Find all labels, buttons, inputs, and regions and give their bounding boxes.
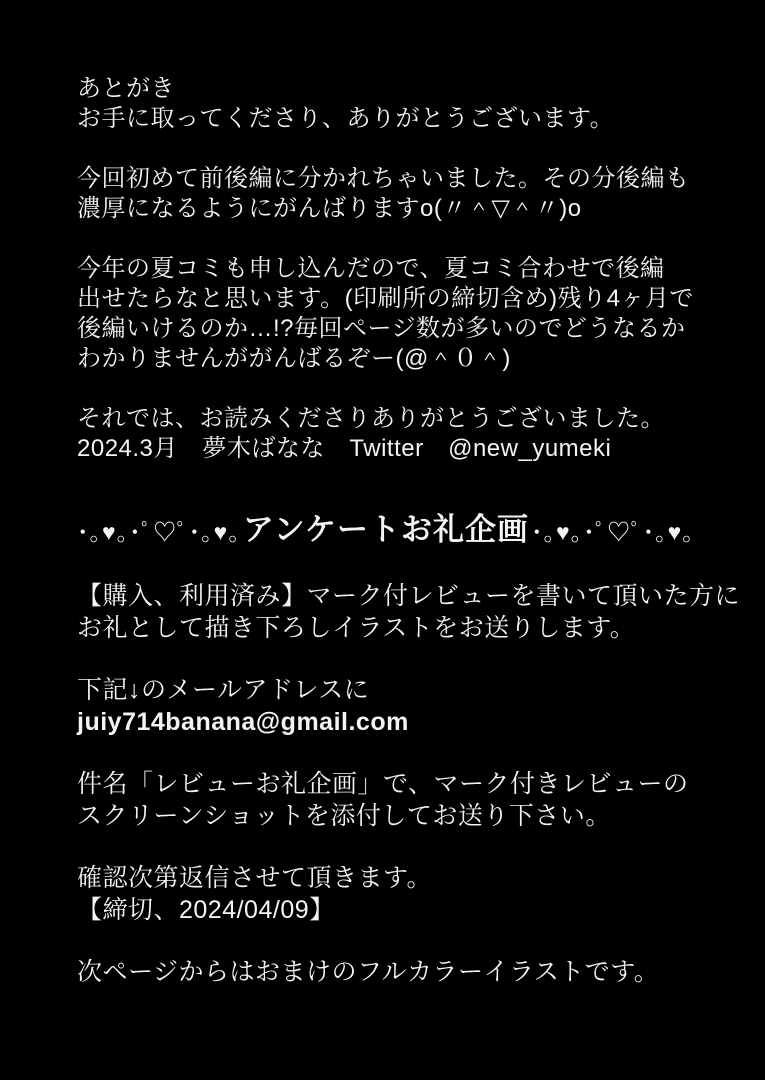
- survey-heading: [77, 510, 731, 550]
- heart-decoration-right: ･｡♥｡･ﾟ♡ﾟ･｡♥｡: [530, 519, 695, 545]
- paragraph-line: スクリーンショットを添付してお送り下さい。: [77, 802, 611, 830]
- survey-email-paragraph: [77, 674, 731, 738]
- afterword-title: あとがき: [77, 75, 175, 102]
- survey-title: アンケートお礼企画: [242, 512, 529, 547]
- paragraph-line-kaomoji: 濃厚になるようにがんばりますo(〃＾▽＾〃)o: [77, 195, 582, 222]
- afterword-closing-paragraph: [77, 404, 731, 464]
- heart-decoration-left: ･｡♥｡･ﾟ♡ﾟ･｡♥｡: [77, 519, 241, 545]
- paragraph-line: 【購入、利用済み】マーク付レビューを書いて頂いた方に: [77, 582, 741, 610]
- paragraph-line-kaomoji: わかりませんががんばるぞー(@＾０＾): [77, 345, 511, 372]
- email-intro-line: 下記↓のメールアドレスに: [77, 676, 370, 704]
- paragraph-line: 後編いけるのか…!?毎回ページ数が多いのでどうなるか: [77, 315, 686, 342]
- paragraph-line: 出せたらなと思います。(印刷所の締切含め)残り4ヶ月で: [77, 285, 694, 312]
- paragraph-line: お礼として描き下ろしイラストをお送りします。: [77, 614, 636, 642]
- next-page-note: 次ページからはおまけのフルカラーイラストです。: [77, 958, 660, 986]
- next-page-note-paragraph: [77, 956, 731, 988]
- deadline-line: 【締切、2024/04/09】: [77, 896, 335, 924]
- afterword-split-paragraph: [77, 164, 731, 224]
- email-address: juiy714banana@gmail.com: [77, 708, 409, 736]
- reply-confirmation-line: 確認次第返信させて頂きます。: [77, 864, 433, 892]
- afterword-natsucomi-paragraph: [77, 254, 731, 374]
- survey-reply-paragraph: [77, 862, 731, 926]
- survey-subject-paragraph: [77, 768, 731, 832]
- survey-offer-paragraph: [77, 580, 741, 644]
- afterword-thanks-line: お手に取ってくださり、ありがとうございます。: [77, 105, 615, 132]
- author-credit-line: 2024.3月 夢木ばなな Twitter @new_yumeki: [77, 435, 612, 462]
- paragraph-line: 今回初めて前後編に分かれちゃいました。その分後編も: [77, 165, 690, 192]
- paragraph-line: 今年の夏コミも申し込んだので、夏コミ合わせで後編: [77, 255, 665, 282]
- afterword-intro-paragraph: [77, 74, 731, 134]
- paragraph-line: 件名「レビューお礼企画」で、マーク付きレビューの: [77, 770, 689, 798]
- closing-thanks-line: それでは、お読みくださりありがとうございました。: [77, 405, 665, 432]
